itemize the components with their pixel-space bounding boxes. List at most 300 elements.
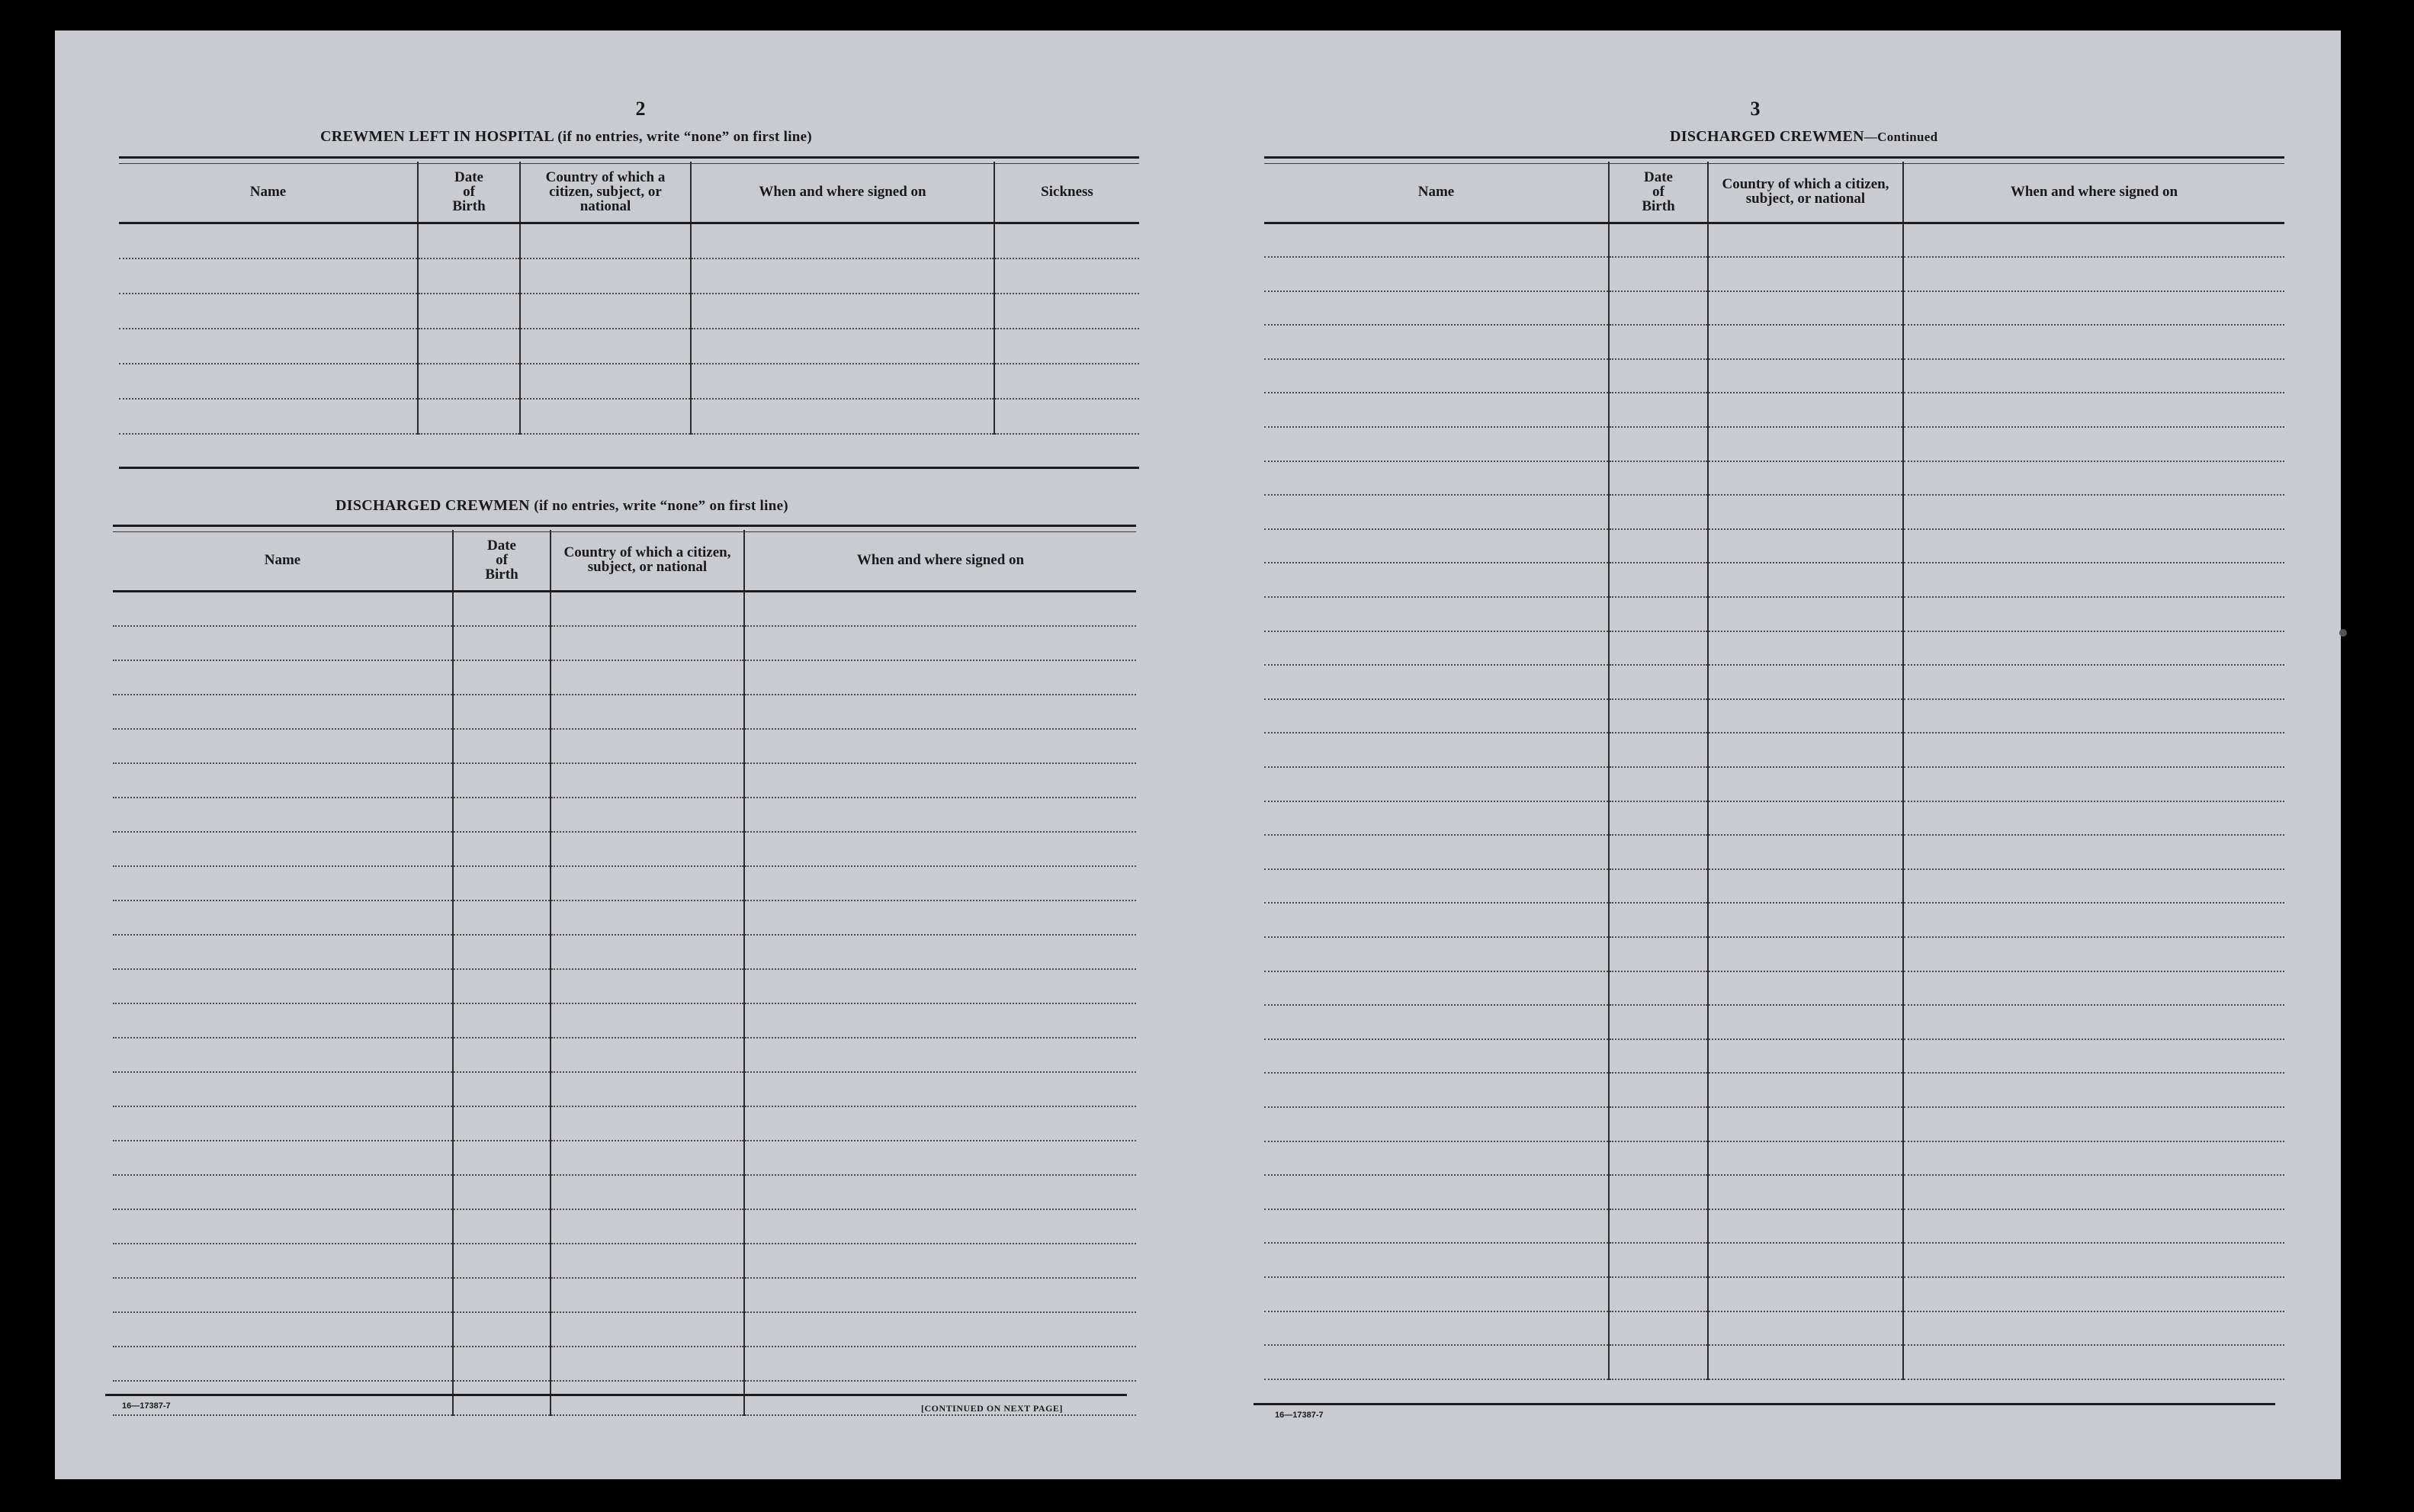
table-cell[interactable] — [691, 399, 994, 434]
discharged-row — [1264, 529, 2284, 563]
table-cell[interactable] — [1903, 1039, 2284, 1074]
table-cell[interactable] — [551, 660, 744, 695]
table-cell[interactable] — [113, 1244, 453, 1278]
discharged-row — [1264, 1175, 2284, 1209]
table-cell[interactable] — [1903, 665, 2284, 699]
table-cell[interactable] — [1264, 1039, 1609, 1074]
table-cell[interactable] — [1264, 257, 1609, 291]
table-cell[interactable] — [113, 695, 453, 729]
discharged-row — [113, 1072, 1136, 1106]
table-cell[interactable] — [1609, 665, 1708, 699]
table-cell[interactable] — [551, 1244, 744, 1278]
table-cell[interactable] — [1708, 427, 1903, 461]
table-cell[interactable] — [113, 763, 453, 798]
table-cell[interactable] — [744, 1003, 1136, 1038]
table-cell[interactable] — [551, 798, 744, 832]
table-cell[interactable] — [1903, 359, 2284, 393]
table-cell[interactable] — [744, 832, 1136, 866]
table-cell[interactable] — [119, 399, 418, 434]
table-cell[interactable] — [1903, 937, 2284, 971]
table-cell[interactable] — [113, 935, 453, 969]
hospital-row — [119, 329, 1139, 364]
discharged-row — [1264, 1277, 2284, 1311]
discharged-row — [1264, 1073, 2284, 1107]
table-cell[interactable] — [1609, 563, 1708, 597]
table-cell[interactable] — [1903, 903, 2284, 937]
table-cell[interactable] — [1903, 461, 2284, 496]
table-cell[interactable] — [1609, 257, 1708, 291]
table-cell[interactable] — [1609, 835, 1708, 869]
table-cell[interactable] — [453, 1175, 551, 1209]
table-cell[interactable] — [1708, 801, 1903, 836]
table-cell[interactable] — [1903, 1311, 2284, 1346]
table-cell[interactable] — [520, 399, 691, 434]
table-cell[interactable] — [1903, 869, 2284, 904]
table-cell[interactable] — [1708, 1277, 1903, 1311]
table-cell[interactable] — [1708, 461, 1903, 496]
table-cell[interactable] — [1903, 597, 2284, 631]
table-cell[interactable] — [1264, 1175, 1609, 1209]
table-cell[interactable] — [1903, 291, 2284, 326]
table-cell[interactable] — [1609, 1107, 1708, 1141]
table-cell[interactable] — [1609, 767, 1708, 801]
table-cell[interactable] — [453, 1072, 551, 1106]
table-cell[interactable] — [1903, 257, 2284, 291]
table-cell[interactable] — [113, 1209, 453, 1244]
discharged-row — [1264, 257, 2284, 291]
discharged-row — [113, 969, 1136, 1003]
table-cell[interactable] — [1708, 1243, 1903, 1277]
table-cell[interactable] — [1903, 427, 2284, 461]
table-cell[interactable] — [1903, 801, 2284, 836]
table-cell[interactable] — [691, 364, 994, 399]
table-cell[interactable] — [453, 866, 551, 900]
table-cell[interactable] — [1264, 393, 1609, 427]
table-cell[interactable] — [1903, 971, 2284, 1006]
table-cell[interactable] — [744, 591, 1136, 626]
discharged-row — [113, 1106, 1136, 1141]
table-cell[interactable] — [551, 729, 744, 763]
table-cell[interactable] — [1609, 597, 1708, 631]
table-cell[interactable] — [1708, 257, 1903, 291]
table-cell[interactable] — [1903, 223, 2284, 257]
table-cell[interactable] — [1264, 869, 1609, 904]
table-cell[interactable] — [1609, 359, 1708, 393]
table-cell[interactable] — [1609, 393, 1708, 427]
table-cell[interactable] — [453, 1381, 551, 1415]
table-cell[interactable] — [1264, 563, 1609, 597]
table-cell[interactable] — [1264, 291, 1609, 326]
table-cell[interactable] — [1903, 733, 2284, 767]
table-cell[interactable] — [453, 1244, 551, 1278]
table-cell[interactable] — [113, 866, 453, 900]
table-cell[interactable] — [453, 591, 551, 626]
table-cell[interactable] — [1903, 1107, 2284, 1141]
table-cell[interactable] — [1609, 869, 1708, 904]
table-cell[interactable] — [1903, 495, 2284, 529]
table-cell[interactable] — [1609, 937, 1708, 971]
table-cell[interactable] — [453, 900, 551, 935]
table-cell[interactable] — [1708, 665, 1903, 699]
table-cell[interactable] — [113, 591, 453, 626]
table-cell[interactable] — [1609, 495, 1708, 529]
table-cell[interactable] — [1708, 563, 1903, 597]
discharged-row — [1264, 1141, 2284, 1176]
table-cell[interactable] — [1708, 903, 1903, 937]
table-cell[interactable] — [453, 763, 551, 798]
table-cell[interactable] — [113, 660, 453, 695]
table-cell[interactable] — [1264, 1209, 1609, 1244]
discharged-row — [113, 1278, 1136, 1312]
discharged-row — [1264, 1345, 2284, 1379]
table-cell[interactable] — [113, 900, 453, 935]
table-cell[interactable] — [551, 1381, 744, 1415]
table-cell[interactable] — [1708, 1175, 1903, 1209]
table-cell[interactable] — [1264, 325, 1609, 359]
discharged-row — [113, 900, 1136, 935]
left-page — [99, 30, 1136, 1479]
table-cell[interactable] — [1609, 427, 1708, 461]
table-cell[interactable] — [418, 364, 520, 399]
table-cell[interactable] — [1708, 1209, 1903, 1244]
table-cell[interactable] — [1264, 1073, 1609, 1107]
discharged-table-left — [113, 530, 1136, 1416]
table-cell[interactable] — [418, 258, 520, 294]
table-cell[interactable] — [453, 1278, 551, 1312]
discharged-row — [1264, 903, 2284, 937]
table-cell[interactable] — [1609, 529, 1708, 563]
table-cell[interactable] — [551, 969, 744, 1003]
table-cell[interactable] — [113, 832, 453, 866]
table-cell[interactable] — [691, 223, 994, 258]
table-cell[interactable] — [1609, 1243, 1708, 1277]
table-cell[interactable] — [1264, 427, 1609, 461]
table-cell[interactable] — [119, 258, 418, 294]
table-cell[interactable] — [1264, 733, 1609, 767]
table-cell[interactable] — [744, 660, 1136, 695]
table-cell[interactable] — [453, 969, 551, 1003]
table-cell[interactable] — [1609, 1005, 1708, 1039]
table-cell[interactable] — [1708, 1107, 1903, 1141]
table-cell[interactable] — [1903, 529, 2284, 563]
table-cell[interactable] — [551, 1038, 744, 1072]
table-cell[interactable] — [453, 1003, 551, 1038]
table-cell[interactable] — [1609, 1141, 1708, 1176]
table-cell[interactable] — [1264, 223, 1609, 257]
table-cell[interactable] — [453, 626, 551, 660]
table-cell[interactable] — [1264, 597, 1609, 631]
table-cell[interactable] — [1708, 869, 1903, 904]
table-cell[interactable] — [1708, 937, 1903, 971]
table-cell[interactable] — [994, 223, 1139, 258]
table-cell[interactable] — [418, 329, 520, 364]
table-cell[interactable] — [1903, 1345, 2284, 1379]
table-cell[interactable] — [744, 1175, 1136, 1209]
table-cell[interactable] — [1903, 1073, 2284, 1107]
table-cell[interactable] — [453, 1209, 551, 1244]
column-header-country: Country of which a citizen, subject, or national — [1708, 162, 1903, 223]
page-number-left: 2 — [635, 98, 646, 120]
table-cell[interactable] — [1708, 835, 1903, 869]
table-cell[interactable] — [1708, 1141, 1903, 1176]
discharged-table-right — [1264, 162, 2284, 1380]
table-cell[interactable] — [1609, 733, 1708, 767]
table-cell[interactable] — [1264, 1243, 1609, 1277]
table-cell[interactable] — [744, 1347, 1136, 1381]
table-cell[interactable] — [113, 969, 453, 1003]
table-cell[interactable] — [1609, 801, 1708, 836]
table-cell[interactable] — [1708, 1039, 1903, 1074]
table-cell[interactable] — [113, 729, 453, 763]
table-cell[interactable] — [551, 1347, 744, 1381]
table-cell[interactable] — [453, 935, 551, 969]
discharged-row — [1264, 699, 2284, 734]
table-cell[interactable] — [1903, 1209, 2284, 1244]
table-cell[interactable] — [1609, 699, 1708, 734]
table-cell[interactable] — [1708, 597, 1903, 631]
table-cell[interactable] — [1708, 971, 1903, 1006]
table-cell[interactable] — [1609, 223, 1708, 257]
table-cell[interactable] — [453, 1347, 551, 1381]
table-cell[interactable] — [113, 1312, 453, 1347]
table-cell[interactable] — [691, 294, 994, 329]
table-cell[interactable] — [551, 1312, 744, 1347]
column-header-name: Name — [113, 530, 453, 591]
table-cell[interactable] — [551, 900, 744, 935]
discharged-row — [1264, 1311, 2284, 1346]
table-cell[interactable] — [744, 866, 1136, 900]
table-cell[interactable] — [113, 1003, 453, 1038]
table-cell[interactable] — [1264, 1141, 1609, 1176]
hospital-row — [119, 364, 1139, 399]
hospital-row — [119, 399, 1139, 434]
table-cell[interactable] — [453, 832, 551, 866]
table-cell[interactable] — [1903, 1005, 2284, 1039]
table-cell[interactable] — [1264, 835, 1609, 869]
table-cell[interactable] — [1903, 1277, 2284, 1311]
table-cell[interactable] — [551, 1278, 744, 1312]
table-cell[interactable] — [994, 258, 1139, 294]
table-cell[interactable] — [453, 1312, 551, 1347]
table-cell[interactable] — [1609, 971, 1708, 1006]
table-cell[interactable] — [113, 1106, 453, 1141]
table-cell[interactable] — [1903, 699, 2284, 734]
table-cell[interactable] — [1609, 1039, 1708, 1074]
table-cell[interactable] — [1903, 325, 2284, 359]
table-cell[interactable] — [1264, 529, 1609, 563]
table-cell[interactable] — [1264, 461, 1609, 496]
table-cell[interactable] — [691, 329, 994, 364]
table-cell[interactable] — [1264, 1005, 1609, 1039]
discharged-row — [113, 832, 1136, 866]
table-cell[interactable] — [551, 695, 744, 729]
table-cell[interactable] — [520, 294, 691, 329]
table-cell[interactable] — [1708, 733, 1903, 767]
table-cell[interactable] — [418, 223, 520, 258]
discharged-row — [113, 1244, 1136, 1278]
table-cell[interactable] — [1903, 1141, 2284, 1176]
table-cell[interactable] — [1903, 1243, 2284, 1277]
table-cell[interactable] — [1903, 393, 2284, 427]
table-cell[interactable] — [551, 763, 744, 798]
table-cell[interactable] — [744, 969, 1136, 1003]
table-cell[interactable] — [551, 626, 744, 660]
table-cell[interactable] — [1264, 767, 1609, 801]
discharged-row — [1264, 223, 2284, 257]
table-cell[interactable] — [1708, 631, 1903, 666]
table-cell[interactable] — [1708, 359, 1903, 393]
table-cell[interactable] — [1903, 835, 2284, 869]
table-cell[interactable] — [744, 935, 1136, 969]
table-cell[interactable] — [1264, 801, 1609, 836]
table-cell[interactable] — [1903, 767, 2284, 801]
table-cell[interactable] — [1264, 631, 1609, 666]
table-cell[interactable] — [1609, 461, 1708, 496]
table-cell[interactable] — [1264, 1107, 1609, 1141]
table-cell[interactable] — [1708, 393, 1903, 427]
table-cell[interactable] — [453, 798, 551, 832]
table-cell[interactable] — [453, 1038, 551, 1072]
table-cell[interactable] — [453, 660, 551, 695]
table-cell[interactable] — [1609, 1073, 1708, 1107]
table-cell[interactable] — [119, 223, 418, 258]
table-cell[interactable] — [744, 695, 1136, 729]
table-cell[interactable] — [520, 329, 691, 364]
table-cell[interactable] — [453, 695, 551, 729]
table-cell[interactable] — [113, 1038, 453, 1072]
table-cell[interactable] — [113, 626, 453, 660]
table-cell[interactable] — [1264, 1311, 1609, 1346]
table-cell[interactable] — [744, 1072, 1136, 1106]
table-cell[interactable] — [1708, 699, 1903, 734]
table-cell[interactable] — [520, 364, 691, 399]
table-cell[interactable] — [744, 1141, 1136, 1175]
table-cell[interactable] — [1708, 291, 1903, 326]
table-cell[interactable] — [1708, 1345, 1903, 1379]
table-cell[interactable] — [551, 1072, 744, 1106]
table-cell[interactable] — [1903, 1175, 2284, 1209]
table-cell[interactable] — [551, 591, 744, 626]
table-cell[interactable] — [520, 258, 691, 294]
table-cell[interactable] — [744, 1278, 1136, 1312]
table-cell[interactable] — [1708, 1005, 1903, 1039]
table-cell[interactable] — [994, 294, 1139, 329]
table-cell[interactable] — [1264, 699, 1609, 734]
table-cell[interactable] — [520, 223, 691, 258]
table-cell[interactable] — [119, 364, 418, 399]
table-cell[interactable] — [1708, 223, 1903, 257]
table-cell[interactable] — [551, 832, 744, 866]
table-cell[interactable] — [1609, 1311, 1708, 1346]
table-cell[interactable] — [1708, 529, 1903, 563]
table-cell[interactable] — [113, 1347, 453, 1381]
table-cell[interactable] — [1609, 903, 1708, 937]
table-cell[interactable] — [551, 1106, 744, 1141]
column-header-signed-on: When and where signed on — [1903, 162, 2284, 223]
table-cell[interactable] — [1264, 971, 1609, 1006]
discharged-row — [1264, 597, 2284, 631]
hospital-row — [119, 258, 1139, 294]
table-cell[interactable] — [1708, 495, 1903, 529]
table-cell[interactable] — [1264, 359, 1609, 393]
discharged-row — [1264, 801, 2284, 836]
table-cell[interactable] — [551, 866, 744, 900]
table-cell[interactable] — [744, 1106, 1136, 1141]
discharged-row — [113, 1038, 1136, 1072]
table-cell[interactable] — [453, 1106, 551, 1141]
table-cell[interactable] — [994, 399, 1139, 434]
table-cell[interactable] — [1264, 495, 1609, 529]
table-cell[interactable] — [113, 1175, 453, 1209]
table-cell[interactable] — [551, 935, 744, 969]
table-cell[interactable] — [551, 1003, 744, 1038]
table-cell[interactable] — [1708, 767, 1903, 801]
discharged-row — [1264, 1107, 2284, 1141]
table-cell[interactable] — [1264, 903, 1609, 937]
table-cell[interactable] — [1708, 1311, 1903, 1346]
table-cell[interactable] — [1708, 325, 1903, 359]
table-cell[interactable] — [1609, 1277, 1708, 1311]
hospital-title-note: (if no entries, write “none” on first line) — [557, 129, 813, 145]
table-cell[interactable] — [113, 1072, 453, 1106]
table-cell[interactable] — [1903, 563, 2284, 597]
table-cell[interactable] — [744, 626, 1136, 660]
discharged-row — [113, 591, 1136, 626]
table-cell[interactable] — [1609, 1345, 1708, 1379]
table-cell[interactable] — [453, 729, 551, 763]
table-cell[interactable] — [1264, 937, 1609, 971]
table-cell[interactable] — [744, 1209, 1136, 1244]
table-cell[interactable] — [119, 329, 418, 364]
table-cell[interactable] — [994, 329, 1139, 364]
table-cell[interactable] — [113, 1278, 453, 1312]
table-cell[interactable] — [551, 1175, 744, 1209]
table-cell[interactable] — [1609, 631, 1708, 666]
table-cell[interactable] — [1609, 1175, 1708, 1209]
discharged-row — [1264, 461, 2284, 496]
table-cell[interactable] — [744, 900, 1136, 935]
table-cell[interactable] — [994, 364, 1139, 399]
table-cell[interactable] — [453, 1141, 551, 1175]
table-cell[interactable] — [1264, 1277, 1609, 1311]
table-cell[interactable] — [1609, 291, 1708, 326]
table-cell[interactable] — [744, 763, 1136, 798]
table-cell[interactable] — [1264, 665, 1609, 699]
table-cell[interactable] — [1609, 1209, 1708, 1244]
table-cell[interactable] — [1609, 325, 1708, 359]
column-header-name: Name — [1264, 162, 1609, 223]
table-cell[interactable] — [1264, 1345, 1609, 1379]
table-cell[interactable] — [744, 1244, 1136, 1278]
discharged-row — [1264, 869, 2284, 904]
table-cell[interactable] — [744, 1312, 1136, 1347]
table-cell[interactable] — [113, 798, 453, 832]
left-page-bottom-rule — [105, 1394, 1127, 1396]
table-cell[interactable] — [744, 1038, 1136, 1072]
table-cell[interactable] — [691, 258, 994, 294]
table-cell[interactable] — [551, 1209, 744, 1244]
table-cell[interactable] — [744, 729, 1136, 763]
table-cell[interactable] — [119, 294, 418, 329]
discharged-row — [113, 935, 1136, 969]
table-cell[interactable] — [113, 1141, 453, 1175]
table-cell[interactable] — [551, 1141, 744, 1175]
table-cell[interactable] — [1708, 1073, 1903, 1107]
table-cell[interactable] — [1903, 631, 2284, 666]
table-cell[interactable] — [744, 798, 1136, 832]
table-cell[interactable] — [418, 294, 520, 329]
table-cell[interactable] — [418, 399, 520, 434]
